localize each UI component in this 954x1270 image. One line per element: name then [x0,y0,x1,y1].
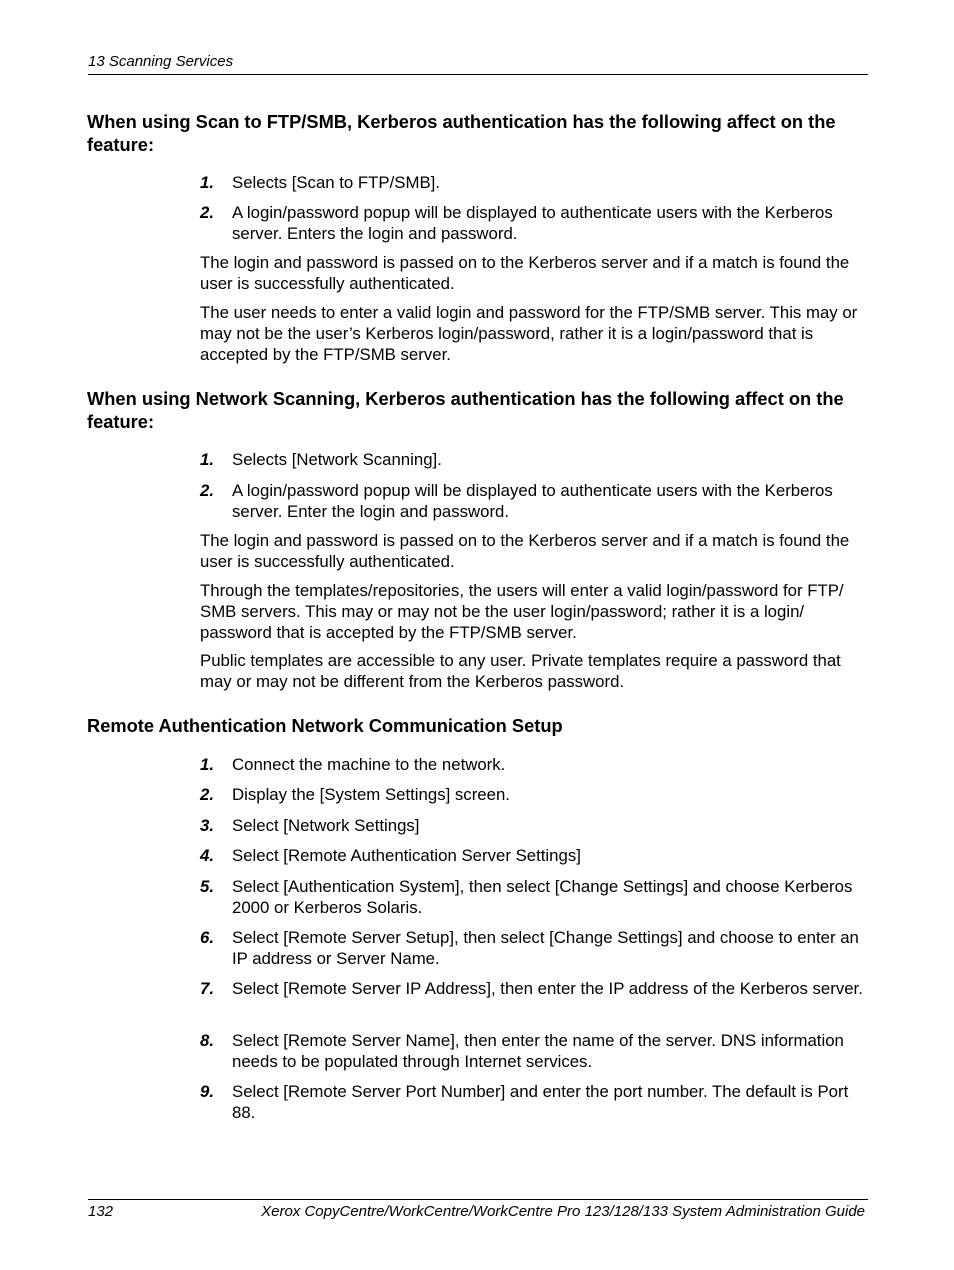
step-text: A login/password popup will be displayed to authenticate users with the Kerberos server. Enter the login and password. [232,481,833,521]
network-section-heading: When using Network Scanning, Kerberos authentication has the following affect on the feature: [87,388,844,432]
step-text: Select [Authentication System], then select [Change Settings] and choose Kerberos 2000 or Kerberos Solaris. [232,877,853,917]
step-text: Selects [Network Scanning]. [232,450,442,469]
step-number: 1. [200,755,214,774]
step-text: Selects [Scan to FTP/SMB]. [232,173,440,192]
paragraph: The login and password is passed on to the Kerberos server and if a match is found the user is successfully authenticated. [200,531,850,571]
step-number: 2. [200,203,214,222]
step-number: 8. [200,1031,214,1050]
remote-section-heading: Remote Authentication Network Communication Setup [87,715,563,736]
step-text: Select [Remote Server Port Number] and enter the port number. The default is Port 88. [232,1082,849,1122]
section-title: 13 Scanning Services [88,53,234,70]
step-number: 6. [200,928,214,947]
step-number: 2. [200,481,214,500]
step-text: Select [Network Settings] [232,816,420,835]
step-number: 1. [200,173,214,192]
step-number: 3. [200,816,214,835]
paragraph: The login and password is passed on to the Kerberos server and if a match is found the user is successfully authenticated. [200,253,850,293]
page-footer [88,1199,868,1224]
page-number: 132 [88,1203,114,1220]
paragraph: Through the templates/repositories, the users will enter a valid login/password for FTP/ SMB servers. This may or may not be the user login/password; rather it is a login/ password that is accepted by the FTP/SMB server. [200,581,844,642]
step-text: Select [Remote Server IP Address], then enter the IP address of the Kerberos server. [232,979,863,998]
step-text: A login/password popup will be displayed to authenticate users with the Kerberos server. Enters the login and password. [232,203,833,243]
page-header [88,52,868,75]
step-text: Display the [System Settings] screen. [232,785,510,804]
guide-title: Xerox CopyCentre/WorkCentre/WorkCentre Pro 123/128/133 System Administration Guide [261,1203,865,1220]
ftp-section-heading: When using Scan to FTP/SMB, Kerberos authentication has the following affect on the feature: [87,111,836,155]
step-number: 7. [200,979,214,998]
step-text: Connect the machine to the network. [232,755,506,774]
paragraph: The user needs to enter a valid login and password for the FTP/SMB server. This may or may not be the user’s Kerberos login/password, rather it is a login/password that is accepted by the FTP/SMB server. [200,303,858,364]
step-text: Select [Remote Server Setup], then select [Change Settings] and choose to enter an IP address or Server Name. [232,928,859,968]
step-number: 1. [200,450,214,469]
step-number: 9. [200,1082,214,1101]
step-number: 5. [200,877,214,896]
step-number: 4. [200,846,214,865]
step-number: 2. [200,785,214,804]
paragraph: Public templates are accessible to any user. Private templates require a password that may or may not be different from the Kerberos password. [200,651,841,691]
step-text: Select [Remote Authentication Server Settings] [232,846,581,865]
step-text: Select [Remote Server Name], then enter the name of the server. DNS information needs to be populated through Internet services. [232,1031,844,1071]
